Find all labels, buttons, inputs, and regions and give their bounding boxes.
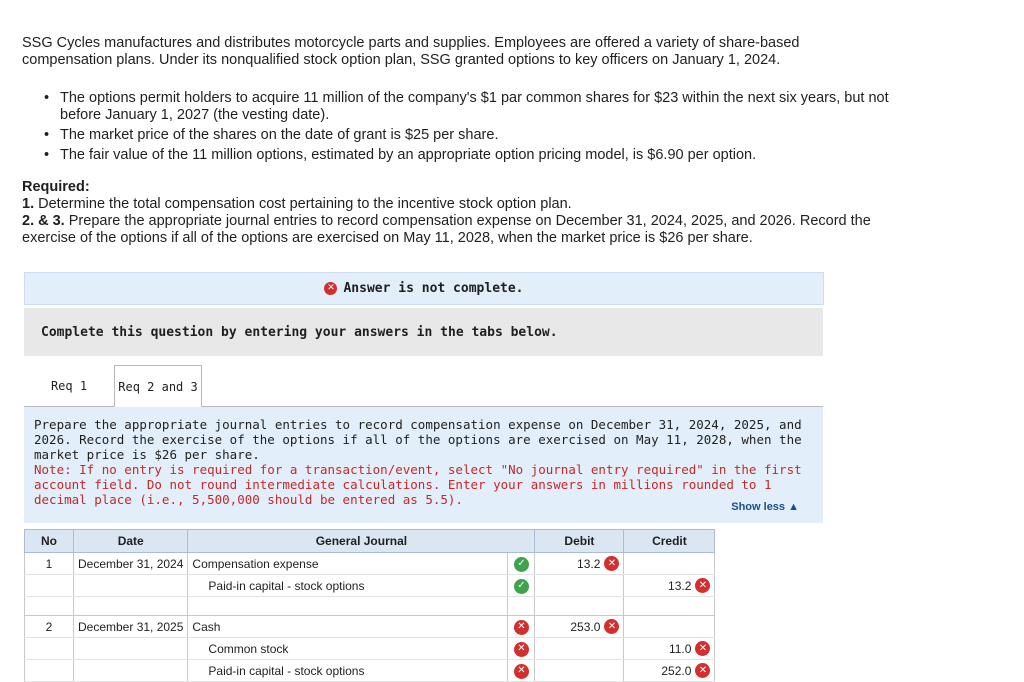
incorrect-icon: ✕ (514, 642, 529, 657)
requirement-1-number: 1. (22, 196, 35, 212)
incorrect-icon: ✕ (695, 641, 710, 656)
table-row (25, 660, 715, 682)
answer-status-text: Answer is not complete. (343, 281, 524, 296)
instruction-header-text: Complete this question by entering your answers in the tabs below. (41, 324, 558, 340)
entry-number: 1 (25, 553, 74, 575)
header-date: Date (74, 530, 188, 553)
header-general-journal: General Journal (188, 530, 535, 553)
journal-table (24, 529, 715, 682)
table-row (25, 575, 715, 597)
incorrect-icon: ✕ (604, 556, 619, 571)
tab-req-2-and-3-label: Req 2 and 3 (118, 380, 198, 394)
correct-check-icon: ✓ (514, 579, 529, 594)
incorrect-icon: ✕ (695, 578, 710, 593)
incorrect-icon: ✕ (514, 664, 529, 679)
entry-date-select[interactable]: December 31, 2024 (74, 553, 188, 575)
credit-input[interactable] (624, 553, 715, 575)
answer-status-banner (24, 272, 824, 305)
journal-header-row (25, 530, 715, 553)
account-select[interactable]: Common stock (208, 641, 289, 656)
account-select[interactable]: Paid-in capital - stock options (208, 578, 365, 593)
required-heading: Required: (22, 179, 90, 195)
table-row (25, 616, 715, 638)
credit-input[interactable]: 13.2 (668, 578, 692, 593)
credit-input[interactable]: 11.0 (668, 641, 692, 656)
entry-number: 2 (25, 616, 74, 638)
requirement-2-3-number: 2. & 3. (22, 213, 65, 229)
fact-item: • The options permit holders to acquire 11 million of the company's $1 par common shares for $23 within the next six years, but not before January 1, 2027 (the vesting date). (44, 90, 924, 124)
header-no: No (25, 530, 74, 553)
header-credit: Credit (624, 530, 715, 553)
requirement-1 (22, 196, 922, 213)
fact-item: • The fair value of the 11 million options, estimated by an appropriate option pricing model, is $6.90 per option. (44, 147, 924, 164)
problem-facts-list (44, 90, 924, 167)
account-select[interactable]: Paid-in capital - stock options (208, 663, 365, 678)
debit-input[interactable] (535, 660, 624, 682)
debit-input[interactable] (535, 575, 624, 597)
incorrect-icon: ✕ (604, 619, 619, 634)
requirement-2-3-text: Prepare the appropriate journal entries to record compensation expense on December 31, 2024, 2025, and 2026. Record the exercise of the options if all of the options are exercised on May 11, 2028, when the market price is $26 per share. (22, 213, 871, 246)
account-select[interactable]: Compensation expense (188, 553, 508, 575)
requirement-1-text: Determine the total compensation cost pertaining to the incentive stock option plan. (38, 196, 572, 212)
account-select[interactable]: Cash (188, 616, 508, 638)
tab-instructions (24, 407, 823, 523)
tab-req-2-and-3[interactable] (114, 365, 202, 408)
credit-input[interactable] (624, 616, 715, 638)
table-row (25, 553, 715, 575)
tab-req-1[interactable]: Req 1 (50, 379, 88, 393)
debit-input[interactable]: 253.0 (570, 619, 601, 634)
required-section (22, 179, 922, 247)
instructions-text: Prepare the appropriate journal entries to record compensation expense on December 31, 2024, 2025, and 2026. Record the exercise of the options if all of the options are exercised on May 11, 2028, when the market price is $26 per share. (34, 417, 802, 462)
table-row (25, 638, 715, 660)
header-debit: Debit (535, 530, 624, 553)
debit-input[interactable]: 13.2 (577, 556, 601, 571)
problem-intro: SSG Cycles manufactures and distributes motorcycle parts and supplies. Employees are offered a variety of share-based compensation plans. Under its nonqualified stock option plan, SSG granted options to key officers on January 1, 2024. (22, 35, 800, 68)
instructions-note: Note: If no entry is required for a transaction/event, select "No journal entry required" in the first account field. Do not round intermediate calculations. Enter your answers in millions rounded to 1 decimal place (i.e., 5,500,000 should be entered as 5.5). (34, 462, 802, 507)
credit-input[interactable]: 252.0 (661, 663, 692, 678)
incorrect-icon: ✕ (514, 620, 529, 635)
entry-date-select[interactable]: December 31, 2025 (74, 616, 188, 638)
correct-check-icon: ✓ (514, 557, 529, 572)
debit-input[interactable] (535, 638, 624, 660)
requirement-2-3 (22, 213, 922, 247)
instruction-header (24, 308, 823, 356)
incorrect-icon: ✕ (695, 663, 710, 678)
incorrect-icon: ✕ (324, 282, 337, 295)
table-row-empty (25, 597, 715, 616)
fact-item: • The market price of the shares on the date of grant is $25 per share. (44, 127, 924, 144)
show-less-link[interactable]: Show less ▲ (731, 501, 799, 513)
